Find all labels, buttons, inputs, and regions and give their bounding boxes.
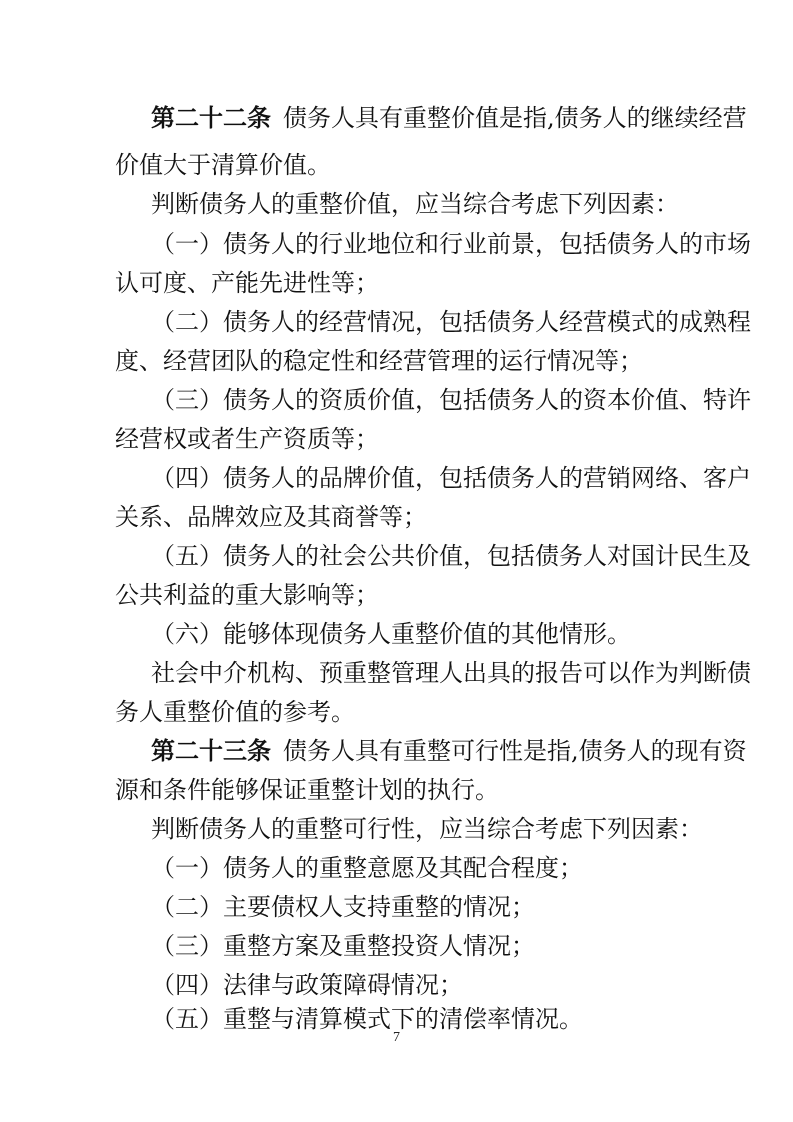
- article-23-item-3: （三）重整方案及重整投资人情况；: [151, 932, 535, 960]
- article-22-item-4-line-1: （四）债务人的品牌价值，包括债务人的营销网络、客户: [151, 464, 751, 492]
- article-22-first-line: [0, 100, 793, 136]
- article-22-intro: 判断债务人的重整价值，应当综合考虑下列因素：: [151, 190, 679, 218]
- article-22-item-5-line-1: （五）债务人的社会公共价值，包括债务人对国计民生及: [151, 542, 751, 570]
- article-23-item-2: （二）主要债权人支持重整的情况；: [151, 893, 535, 921]
- page-number: 7: [393, 1030, 400, 1045]
- article-22-text-2: 价值大于清算价值。: [115, 151, 331, 179]
- article-23-item-5: （五）重整与清算模式下的清偿率情况。: [151, 1005, 583, 1033]
- article-22-note-line-2: 务人重整价值的参考。: [115, 698, 355, 726]
- article-22-item-2-line-1: （二）债务人的经营情况，包括债务人经营模式的成熟程: [151, 308, 751, 336]
- article-22-note-line-1: 社会中介机构、预重整管理人出具的报告可以作为判断债: [151, 659, 751, 687]
- article-22-text-1: 债务人具有重整价值是指,债务人的继续经营: [283, 104, 747, 132]
- article-22-item-3-line-1: （三）债务人的资质价值，包括债务人的资本价值、特许: [151, 386, 751, 414]
- article-23-first-line: [0, 733, 793, 769]
- article-22-item-6: （六）能够体现债务人重整价值的其他情形。: [151, 620, 631, 648]
- article-23-item-1: （一）债务人的重整意愿及其配合程度；: [151, 854, 583, 882]
- article-23-text-2: 源和条件能够保证重整计划的执行。: [115, 776, 499, 804]
- article-22-item-4-line-2: 关系、品牌效应及其商誉等；: [115, 503, 427, 531]
- article-22-item-1-line-1: （一）债务人的行业地位和行业前景，包括债务人的市场: [151, 230, 751, 258]
- article-23-intro: 判断债务人的重整可行性，应当综合考虑下列因素：: [151, 815, 703, 843]
- article-23-text-1: 债务人具有重整可行性是指,债务人的现有资: [283, 737, 747, 765]
- article-22-item-2-line-2: 度、经营团队的稳定性和经营管理的运行情况等；: [115, 347, 643, 375]
- article-22-item-1-line-2: 认可度、产能先进性等；: [115, 269, 379, 297]
- article-22-item-5-line-2: 公共利益的重大影响等；: [115, 581, 379, 609]
- article-22-heading: 第二十二条: [151, 104, 271, 132]
- article-23-item-4: （四）法律与政策障碍情况；: [151, 971, 463, 999]
- article-22-item-3-line-2: 经营权或者生产资质等；: [115, 425, 379, 453]
- article-23-heading: 第二十三条: [151, 737, 271, 765]
